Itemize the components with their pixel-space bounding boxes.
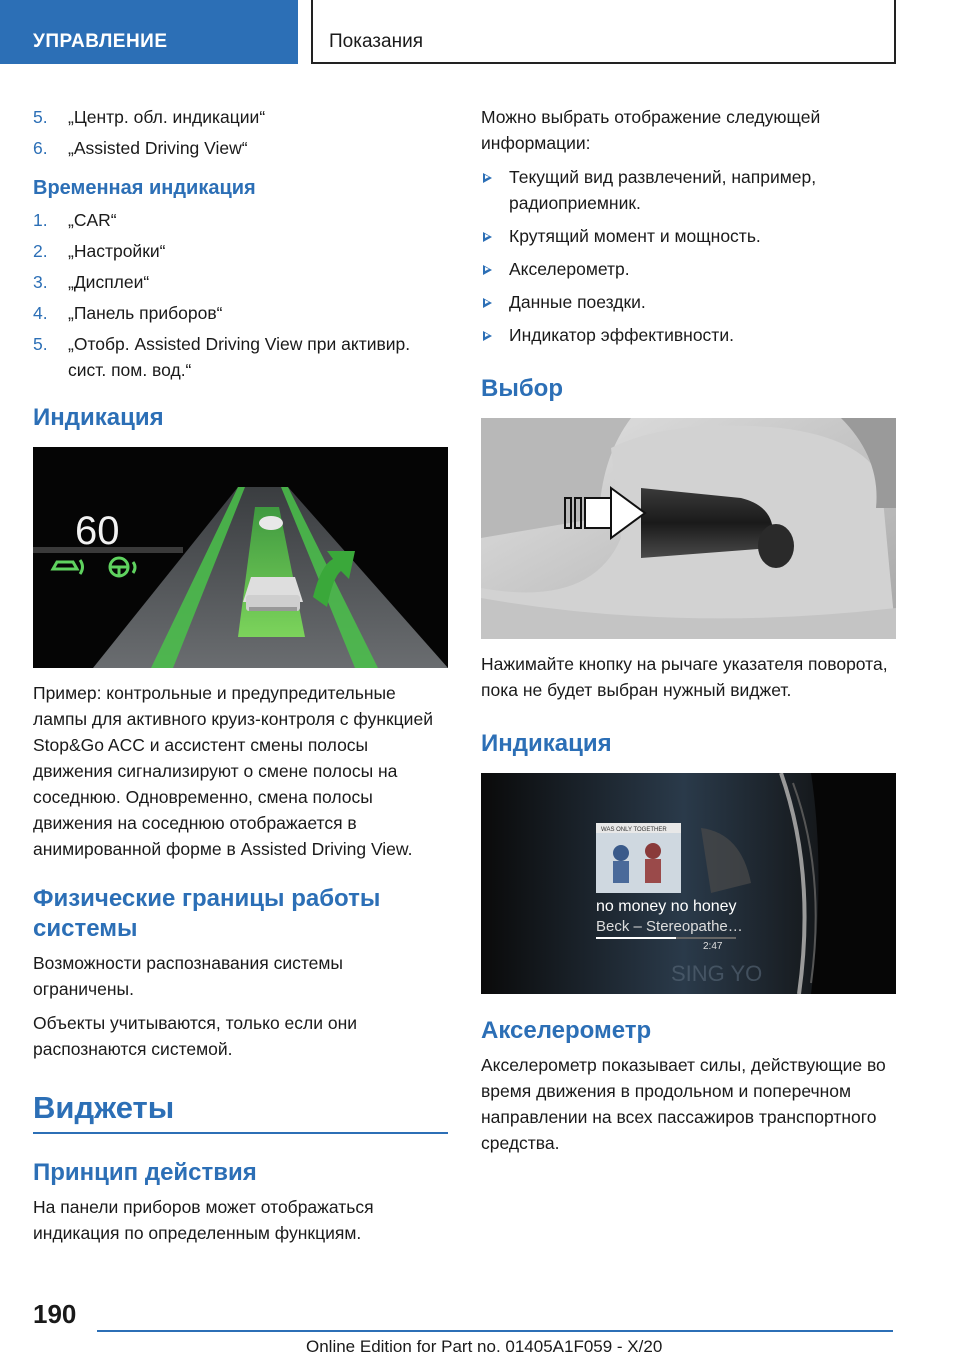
settings-list-top [33, 104, 448, 161]
accelerometer-paragraph: Акселерометр показывает силы, действующие во время движения в продольном и поперечном направлении на всех пассажиров транспортного средства. [481, 1055, 886, 1153]
principle-paragraph: На панели приборов может отображаться индикация по определенным функциям. [33, 1197, 374, 1243]
principle-heading: Принцип действия [33, 1159, 257, 1186]
indication-heading: Индикация [33, 404, 164, 431]
right-column [481, 104, 896, 1164]
list-item: 4. „Панель приборов“ [33, 303, 223, 323]
list-item: Акселерометр. [481, 256, 896, 282]
turn-signal-lever-figure [481, 418, 896, 639]
speed-readout: 60 [75, 509, 120, 553]
select-caption: Нажимайте кнопку на рычаге указателя поворота, пока не будет выбран нужный виджет. [481, 654, 888, 700]
accelerometer-heading: Акселерометр [481, 1017, 652, 1044]
section-tab: УПРАВЛЕНИЕ [0, 0, 298, 64]
svg-text:SING YO: SING YO [671, 961, 763, 986]
limits-paragraph-2: Объекты учитываются, только если они распознаются системой. [33, 1013, 358, 1059]
triangle-bullet-icon [483, 232, 492, 242]
widget-options-list [481, 164, 896, 348]
entertainment-widget-figure [481, 773, 896, 994]
widgets-heading: Виджеты [33, 1088, 448, 1134]
list-item: Крутящий момент и мощность. [481, 223, 896, 249]
progress-fill [596, 937, 676, 939]
car-ahead-icon [259, 516, 283, 530]
intro-paragraph: Можно выбрать отображение следующей информации: [481, 107, 821, 153]
triangle-bullet-icon [483, 331, 492, 341]
limits-paragraph-1: Возможности распознавания системы ограничены. [33, 953, 344, 999]
svg-text:WAS ONLY TOGETHER: WAS ONLY TOGETHER [601, 827, 667, 833]
temp-indication-heading: Временная индикация [33, 177, 256, 199]
list-item: 1. „CAR“ [33, 210, 117, 230]
track-artist: Beck – Stereopathe… [596, 918, 743, 935]
system-limits-heading: Физические границы работы системы [33, 885, 381, 942]
album-art [596, 823, 681, 893]
triangle-bullet-icon [483, 173, 492, 183]
page-number: 190 [33, 1299, 77, 1329]
list-item: 6. „Assisted Driving View“ [33, 138, 248, 158]
assisted-driving-view-figure [33, 447, 448, 668]
list-item: 3. „Дисплеи“ [33, 272, 150, 292]
select-heading: Выбор [481, 375, 563, 402]
list-item: 5. „Центр. обл. индикации“ [33, 107, 266, 127]
footer-edition: Online Edition for Part no. 01405A1F059 - X/20 [306, 1337, 663, 1356]
footer-divider [97, 1330, 893, 1332]
triangle-bullet-icon [483, 298, 492, 308]
list-item: Данные поездки. [481, 289, 896, 315]
widget-indication-heading: Индикация [481, 730, 612, 757]
list-item: Индикатор эффективности. [481, 322, 896, 348]
triangle-bullet-icon [483, 265, 492, 275]
list-item: 2. „Настройки“ [33, 241, 166, 261]
track-title: no money no honey [596, 898, 737, 915]
chapter-title: Показания [311, 0, 896, 64]
left-column [33, 104, 448, 1254]
list-item: 5. „Отобр. Assisted Driving View при активир. сист. пом. вод.“ [33, 334, 411, 380]
list-item: Текущий вид развлечений, например, радиоприемник. [481, 164, 896, 216]
figure-caption: Пример: контрольные и предупредительные лампы для активного круиз-контроля с функцией Stop&Go ACC и ассистент смены полосы движения сигнализируют о смене полосы на соседнюю. Одновременно, смена полосы движения на соседнюю отображается в анимированной форме в Assisted Driving View. [33, 683, 433, 859]
track-time: 2:47 [703, 941, 723, 952]
temp-indication-list [33, 207, 448, 383]
